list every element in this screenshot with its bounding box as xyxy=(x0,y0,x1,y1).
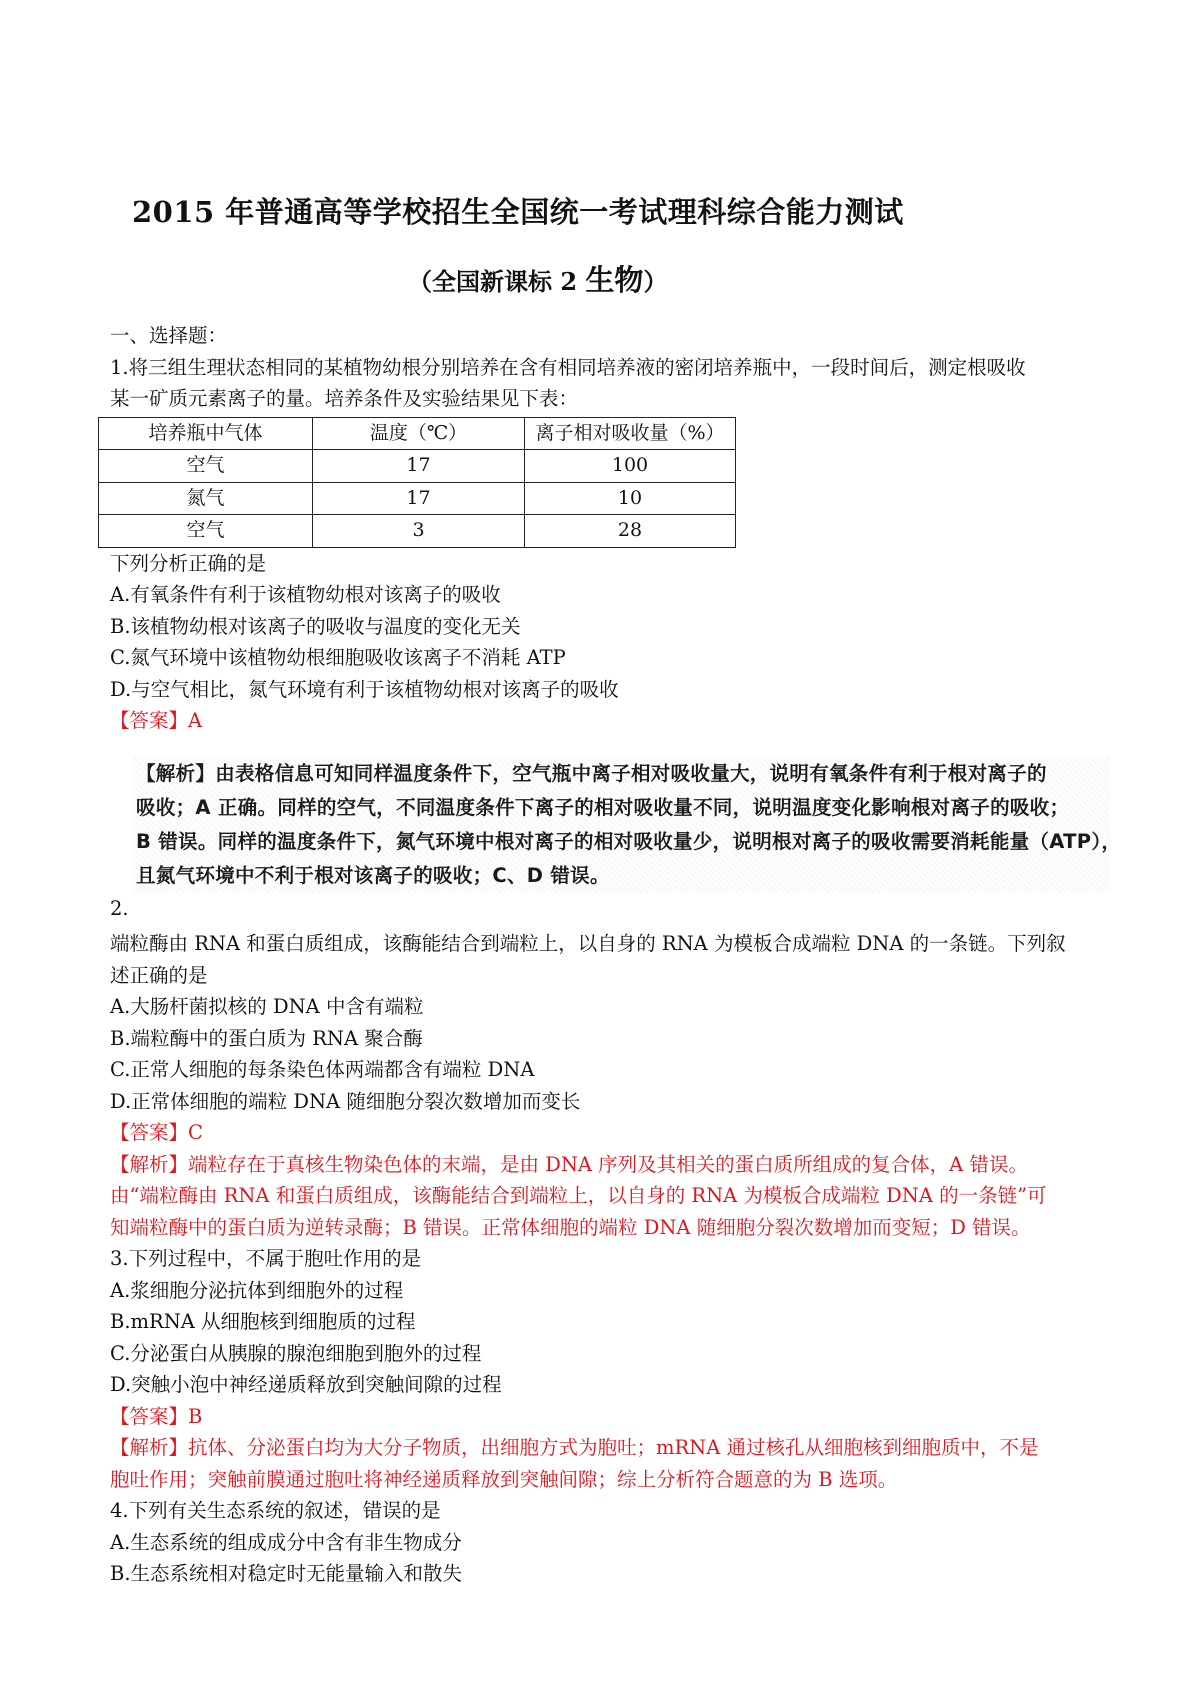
table-cell: 氮气 xyxy=(99,482,313,515)
table-cell: 空气 xyxy=(99,450,313,483)
table-header-cell: 培养瓶中气体 xyxy=(99,417,313,450)
table-row xyxy=(99,515,736,548)
q4-option-b: B.生态系统相对稳定时无能量输入和散失 xyxy=(110,1562,463,1585)
table-cell: 100 xyxy=(525,450,736,483)
q2-analysis-line: 知端粒酶中的蛋白质为逆转录酶；B 错误。正常体细胞的端粒 DNA 随细胞分裂次数增加而变短；D 错误。 xyxy=(110,1215,1031,1239)
q2-stem-line2: 述正确的是 xyxy=(110,963,208,987)
table-row xyxy=(99,450,736,483)
page-subtitle xyxy=(408,258,667,299)
q1-answer: 【答案】A xyxy=(110,709,203,732)
q2-stem-line1: 端粒酶由 RNA 和蛋白质组成，该酶能结合到端粒上，以自身的 RNA 为模板合成端粒 DNA 的一条链。下列叙 xyxy=(110,932,1066,955)
q4-option-a: A.生态系统的组成成分中含有非生物成分 xyxy=(110,1530,462,1554)
q3-option-c: C.分泌蛋白从胰腺的腺泡细胞到胞外的过程 xyxy=(110,1341,482,1365)
table-header-cell: 离子相对吸收量（%） xyxy=(525,417,736,450)
q3-answer: 【答案】B xyxy=(110,1404,203,1428)
q1-option-b: B.该植物幼根对该离子的吸收与温度的变化无关 xyxy=(110,614,521,638)
q2-answer: 【答案】C xyxy=(110,1121,203,1144)
q1-analysis-line: B 错误。同样的温度条件下，氮气环境中根对离子的相对吸收量少，说明根对离子的吸收需要消耗能量（ATP）， xyxy=(136,829,1122,853)
table-row xyxy=(99,482,736,515)
table-header-row xyxy=(99,417,736,450)
q3-option-d: D.突触小泡中神经递质释放到突触间隙的过程 xyxy=(110,1373,502,1396)
q1-option-a: A.有氧条件有利于该植物幼根对该离子的吸收 xyxy=(110,583,501,606)
q1-stem-line1: 1.将三组生理状态相同的某植物幼根分别培养在含有相同培养液的密闭培养瓶中，一段时间后，测定根吸收 xyxy=(110,355,1026,379)
q1-option-c: C.氮气环境中该植物幼根细胞吸收该离子不消耗 ATP xyxy=(110,646,566,669)
q3-analysis-line: 胞吐作用；突触前膜通过胞吐将神经递质释放到突触间隙；综上分析符合题意的为 B 选项。 xyxy=(110,1467,898,1491)
q1-analysis-line: 【解析】由表格信息可知同样温度条件下，空气瓶中离子相对吸收量大，说明有氧条件有利于根对离子的 xyxy=(136,761,1047,785)
subtitle-subject: 生物 xyxy=(585,263,644,297)
section-heading: 一、选择题： xyxy=(110,324,228,347)
table-cell: 空气 xyxy=(99,515,313,548)
exam-content xyxy=(110,320,1122,1590)
q2-option-c: C.正常人细胞的每条染色体两端都含有端粒 DNA xyxy=(110,1058,535,1081)
table-header-cell: 温度（℃） xyxy=(313,417,525,450)
q1-option-d: D.与空气相比，氮气环境有利于该植物幼根对该离子的吸收 xyxy=(110,677,619,701)
q2-analysis-line: 由“端粒酶由 RNA 和蛋白质组成，该酶能结合到端粒上，以自身的 RNA 为模板合成端粒 DNA 的一条链”可 xyxy=(110,1184,1047,1207)
q3-option-a: A.浆细胞分泌抗体到细胞外的过程 xyxy=(110,1278,404,1302)
table-cell: 28 xyxy=(525,515,736,548)
table-cell: 17 xyxy=(313,482,525,515)
subtitle-prefix: （全国新课标 2 xyxy=(408,267,586,296)
q1-analysis-block xyxy=(132,757,1122,893)
q4-stem: 4.下列有关生态系统的叙述，错误的是 xyxy=(110,1499,441,1522)
table-cell: 17 xyxy=(313,450,525,483)
q2-option-a: A.大肠杆菌拟核的 DNA 中含有端粒 xyxy=(110,995,424,1018)
subtitle-suffix: ） xyxy=(643,267,668,296)
q2-option-d: D.正常体细胞的端粒 DNA 随细胞分裂次数增加而变长 xyxy=(110,1089,581,1113)
q1-analysis-line: 且氮气环境中不利于根对该离子的吸收；C、D 错误。 xyxy=(136,863,610,887)
q3-option-b: B.mRNA 从细胞核到细胞质的过程 xyxy=(110,1310,416,1333)
table-cell: 10 xyxy=(525,482,736,515)
q2-number: 2. xyxy=(110,896,129,920)
q3-analysis-line: 【解析】抗体、分泌蛋白均为大分子物质，出细胞方式为胞吐；mRNA 通过核孔从细胞核到细胞质中，不是 xyxy=(110,1436,1039,1459)
q3-stem: 3.下列过程中，不属于胞吐作用的是 xyxy=(110,1247,422,1270)
q1-analysis-line: 吸收；A 正确。同样的空气，不同温度条件下离子的相对吸收量不同，说明温度变化影响根对离子的吸收； xyxy=(136,795,1070,819)
q1-prompt: 下列分析正确的是 xyxy=(110,551,267,575)
table-cell: 3 xyxy=(313,515,525,548)
q2-analysis-line: 【解析】端粒存在于真核生物染色体的末端，是由 DNA 序列及其相关的蛋白质所组成的复合体，A 错误。 xyxy=(110,1152,1028,1176)
page-title: 2015 年普通高等学校招生全国统一考试理科综合能力测试 xyxy=(132,195,904,229)
q2-option-b: B.端粒酶中的蛋白质为 RNA 聚合酶 xyxy=(110,1026,423,1050)
q1-stem-line2: 某一矿质元素离子的量。培养条件及实验结果见下表： xyxy=(110,387,579,410)
q1-data-table xyxy=(98,417,736,548)
